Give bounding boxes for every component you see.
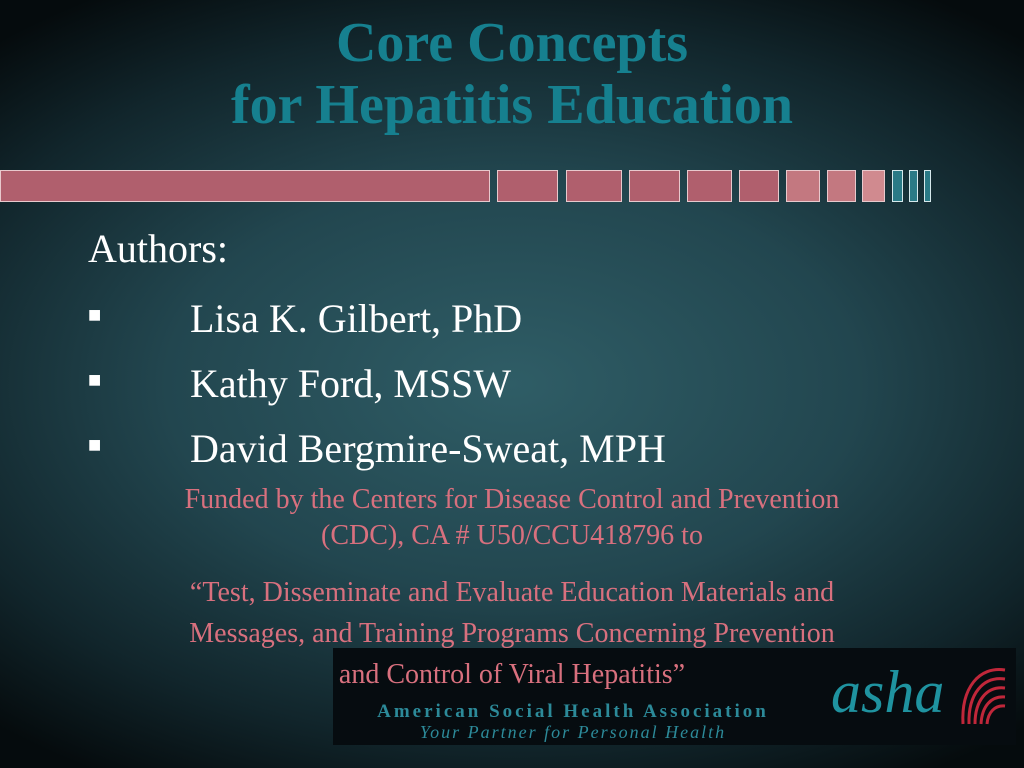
stripe-bar	[862, 170, 885, 202]
stripe-bar	[739, 170, 779, 202]
stripe-bar	[687, 170, 732, 202]
project-line-2: Messages, and Training Programs Concerning Prevention	[189, 618, 835, 649]
project-title	[100, 572, 924, 695]
org-tagline: Your Partner for Personal Health	[419, 722, 727, 742]
funding-line-2: (CDC), CA # U50/CCU418796 to	[321, 520, 703, 551]
stripe-teal-bar	[892, 170, 903, 202]
decorative-stripe	[0, 170, 1024, 202]
funding-statement	[100, 482, 924, 554]
asha-wordmark: asha	[831, 659, 945, 725]
title-line-1: Core Concepts	[335, 12, 689, 74]
stripe-bar	[629, 170, 680, 202]
stripe-bar-long	[0, 170, 490, 202]
author-item	[88, 292, 522, 342]
author-item	[88, 357, 511, 407]
stripe-bar	[827, 170, 856, 202]
org-name: American Social Health Association	[377, 701, 769, 722]
funding-line-1: Funded by the Centers for Disease Control and Prevention	[184, 484, 840, 515]
bullet-square-icon: ■	[88, 366, 102, 392]
bullet-square-icon: ■	[88, 431, 102, 457]
stripe-teal-bar	[909, 170, 918, 202]
title-line-2: for Hepatitis Education	[230, 74, 794, 136]
project-line-1: “Test, Disseminate and Evaluate Education Materials and	[189, 577, 835, 608]
stripe-bar	[566, 170, 622, 202]
author-name: David Bergmire-Sweat, MPH	[190, 425, 666, 471]
asha-swirl-icon	[955, 658, 1011, 730]
slide-title	[0, 12, 1024, 136]
author-name: Kathy Ford, MSSW	[190, 360, 512, 406]
author-item	[88, 422, 666, 472]
bullet-square-icon: ■	[88, 301, 102, 327]
stripe-bar	[497, 170, 558, 202]
project-line-3: and Control of Viral Hepatitis”	[338, 659, 686, 690]
stripe-bar	[786, 170, 820, 202]
authors-label: Authors:	[88, 226, 228, 271]
stripe-teal-bar	[924, 170, 931, 202]
author-name: Lisa K. Gilbert, PhD	[190, 295, 523, 341]
